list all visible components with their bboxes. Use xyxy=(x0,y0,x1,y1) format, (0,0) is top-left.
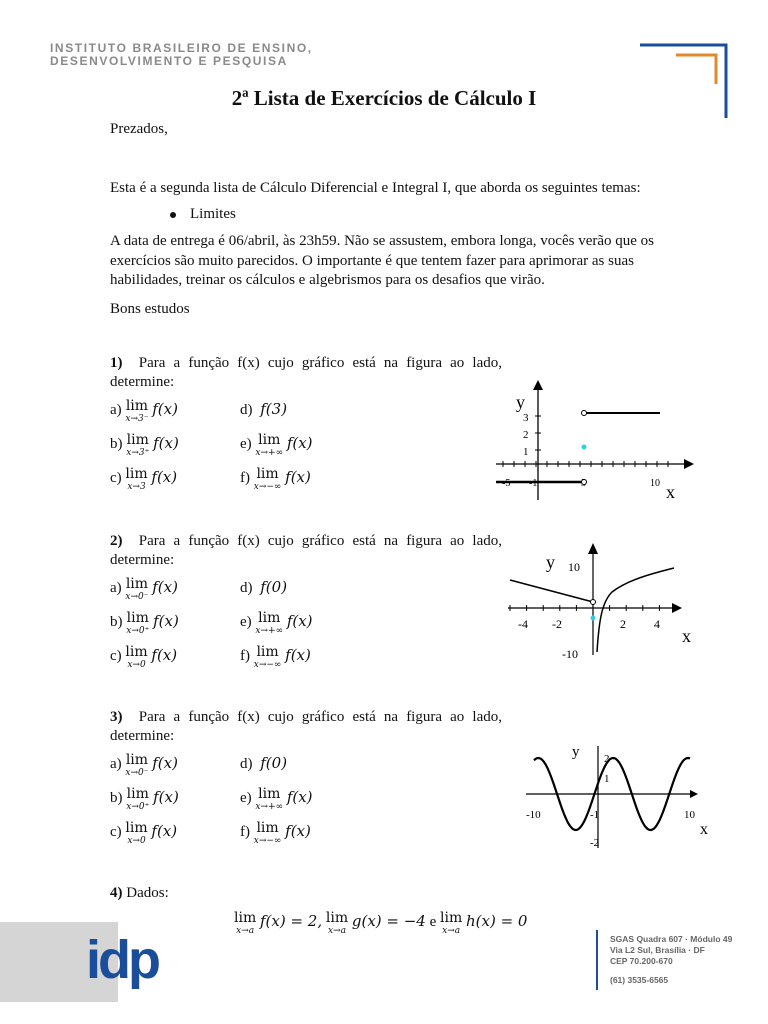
item-expression: f(x) xyxy=(153,788,179,806)
lim-word: lim xyxy=(126,432,149,448)
limit-operator xyxy=(126,434,149,460)
question-text: Para a função f(x) cujo gráfico está na figura ao lado, determine: xyxy=(110,355,502,390)
item-label: a) xyxy=(110,756,122,772)
x-tick-label: -4 xyxy=(518,617,528,631)
item-expression: f(x) xyxy=(152,754,178,772)
y-axis-label: y xyxy=(516,392,525,412)
footer-address xyxy=(610,934,732,986)
topic-label: Limites xyxy=(190,206,236,222)
y-tick-label: -2 xyxy=(590,837,600,849)
question-3-item xyxy=(110,788,179,814)
item-expression: f(x) xyxy=(151,468,178,486)
graph-question-1 xyxy=(488,378,698,504)
limit-g xyxy=(326,912,348,938)
limit-operator xyxy=(125,646,147,672)
y-tick-label: 1 xyxy=(523,446,529,458)
item-expression: f(x) xyxy=(153,434,179,452)
open-point xyxy=(591,600,596,605)
question-3-item xyxy=(240,754,287,773)
question-1-item xyxy=(110,400,178,426)
y-tick-label: 10 xyxy=(568,560,580,574)
limit-subscript: x→0⁻ xyxy=(125,768,149,778)
question-2-item xyxy=(240,612,313,638)
question-1-prompt xyxy=(110,354,502,392)
question-2-prompt xyxy=(110,532,502,570)
x-tick-label: 4 xyxy=(654,617,660,631)
y-tick-label: 2 xyxy=(604,753,610,765)
item-expression: f(x) xyxy=(285,822,311,840)
open-point xyxy=(582,411,587,416)
question-2-item xyxy=(240,646,311,672)
question-4-text: Dados: xyxy=(126,885,169,901)
limit-operator xyxy=(254,468,282,494)
limit-subscript: x→−∞ xyxy=(253,482,282,492)
lim-word: lim xyxy=(234,910,257,926)
question-4-number: 4) xyxy=(110,885,123,901)
item-label: c) xyxy=(110,648,122,664)
question-2-item xyxy=(110,612,179,638)
lim-word: lim xyxy=(125,644,148,660)
item-label: e) xyxy=(240,436,252,452)
item-label: b) xyxy=(110,436,123,452)
graph-question-2 xyxy=(500,540,710,662)
question-4-formula xyxy=(234,912,527,938)
question-1-item xyxy=(240,400,287,419)
limit-operator xyxy=(255,788,283,814)
limit-f xyxy=(234,912,256,938)
question-2-item xyxy=(110,578,178,604)
filled-point xyxy=(591,616,596,621)
x-tick-label: 10 xyxy=(684,809,695,821)
limit-subscript: x→0 xyxy=(127,660,146,670)
question-number: 2) xyxy=(110,533,123,549)
y-axis-arrow xyxy=(533,380,543,390)
y-tick-label: 1 xyxy=(604,773,610,785)
limit-subscript: x→−∞ xyxy=(253,836,282,846)
limit-operator xyxy=(125,578,148,604)
lim-word: lim xyxy=(125,466,148,482)
y-tick-label: -10 xyxy=(562,647,578,661)
lim-word: lim xyxy=(125,820,148,836)
connector-word: e xyxy=(429,914,437,930)
lim-word: lim xyxy=(256,466,279,482)
lim-word: lim xyxy=(125,576,149,592)
y-axis-label: y xyxy=(572,744,580,760)
curve-right-branch xyxy=(597,568,674,652)
open-point xyxy=(582,480,587,485)
question-text: Para a função f(x) cujo gráfico está na figura ao lado, determine: xyxy=(110,533,502,568)
question-3-prompt xyxy=(110,708,502,746)
question-number: 3) xyxy=(110,709,123,725)
y-tick-label: -1 xyxy=(529,478,538,489)
limit-operator xyxy=(255,434,283,460)
item-expression: f(x) xyxy=(152,578,178,596)
limit-operator xyxy=(125,754,148,780)
footer-divider xyxy=(596,930,598,990)
x-tick-label: 10 xyxy=(650,478,660,489)
lim-word: lim xyxy=(256,644,279,660)
greeting: Prezados, xyxy=(110,121,168,137)
institute-name xyxy=(50,42,313,68)
item-expression: f(x) xyxy=(285,468,311,486)
x-axis-arrow xyxy=(690,790,698,798)
limit-operator xyxy=(254,822,282,848)
lim-word: lim xyxy=(126,610,149,626)
question-3-item xyxy=(110,754,178,780)
item-label: c) xyxy=(110,470,122,486)
item-label: f) xyxy=(240,648,250,664)
intro-text: Esta é a segunda lista de Cálculo Diferencial e Integral I, que aborda os seguintes temas: xyxy=(110,180,641,196)
question-2-item xyxy=(110,646,177,672)
limit-subscript: x→0⁺ xyxy=(126,802,150,812)
question-3-item xyxy=(110,822,177,848)
limit-subscript: x→+∞ xyxy=(255,802,284,812)
lim-word: lim xyxy=(125,752,149,768)
x-tick-label: 2 xyxy=(620,617,626,631)
question-1-item xyxy=(110,434,179,460)
item-label: d) xyxy=(240,756,253,772)
lim-word: lim xyxy=(258,432,281,448)
question-1-item xyxy=(240,468,311,494)
question-1-item xyxy=(110,468,177,494)
limit-subscript: x→+∞ xyxy=(255,626,284,636)
item-expression: f(x) xyxy=(152,400,178,418)
y-axis-arrow xyxy=(588,543,598,554)
limit-g-expression: g(x) = −4 xyxy=(351,912,426,930)
limit-operator xyxy=(125,468,147,494)
question-3-item xyxy=(240,822,311,848)
topic-list-item xyxy=(170,206,236,223)
address-line: SGAS Quadra 607 · Módulo 49 xyxy=(610,934,733,944)
question-3-item xyxy=(240,788,313,814)
question-text: Para a função f(x) cujo gráfico está na figura ao lado, determine: xyxy=(110,709,502,744)
x-axis-arrow xyxy=(684,459,694,469)
y-tick-label: -1 xyxy=(590,809,600,821)
address-line xyxy=(610,967,732,975)
limit-subscript: x→3⁺ xyxy=(126,448,150,458)
limit-operator xyxy=(126,612,149,638)
x-tick-label: -10 xyxy=(526,809,541,821)
item-label: f) xyxy=(240,824,250,840)
limit-f-expression: f(x) = 2, xyxy=(259,912,323,930)
lim-word: lim xyxy=(440,910,463,926)
limit-h xyxy=(440,912,462,938)
item-label: c) xyxy=(110,824,122,840)
address-line: CEP 70.200-670 xyxy=(610,956,673,966)
item-expression: f(3) xyxy=(260,400,288,418)
lim-word: lim xyxy=(325,910,349,926)
limit-operator xyxy=(126,788,149,814)
limit-operator xyxy=(254,646,282,672)
limit-operator xyxy=(125,400,148,426)
limit-subscript: x→0 xyxy=(127,836,146,846)
y-axis-label: y xyxy=(546,552,555,572)
lim-word: lim xyxy=(256,820,279,836)
x-tick-label: -5 xyxy=(502,478,511,489)
lim-word: lim xyxy=(126,786,149,802)
page-title: 2ª Lista de Exercícios de Cálculo I xyxy=(231,86,537,110)
question-4-label xyxy=(110,884,169,903)
graph-question-3 xyxy=(520,736,720,850)
limit-subscript: x→−∞ xyxy=(253,660,282,670)
y-tick-label: 3 xyxy=(523,412,529,424)
x-tick-label: -2 xyxy=(552,617,562,631)
question-2-item xyxy=(240,578,287,597)
curve-left-branch xyxy=(510,580,593,602)
limit-subscript: x→a xyxy=(236,926,255,936)
filled-point xyxy=(582,445,587,450)
lim-word: lim xyxy=(258,610,281,626)
limit-subscript: x→a xyxy=(328,926,346,936)
question-1-item xyxy=(240,434,313,460)
item-expression: f(x) xyxy=(286,612,313,630)
institute-line-1: INSTITUTO BRASILEIRO DE ENSINO, xyxy=(50,41,313,55)
item-expression: f(x) xyxy=(285,646,311,664)
item-expression: f(x) xyxy=(151,822,178,840)
lim-word: lim xyxy=(258,786,281,802)
limit-subscript: x→+∞ xyxy=(255,448,284,458)
y-tick-label: 2 xyxy=(523,429,529,441)
item-label: d) xyxy=(240,580,253,596)
question-number: 1) xyxy=(110,355,123,371)
idp-logo: idp xyxy=(86,930,158,990)
item-label: b) xyxy=(110,614,123,630)
deadline-text: A data de entrega é 06/abril, às 23h59. Não se assustem, embora longa, vocês verão que os exercícios são muito parecidos. O importante é que tentem fazer para aprimorar as suas habilidades, treinar os cálculos e algebrismos para os desafios que virão. xyxy=(110,233,654,288)
item-label: a) xyxy=(110,402,122,418)
address-phone: (61) 3535-6565 xyxy=(610,975,669,985)
limit-subscript: x→0⁺ xyxy=(126,626,150,636)
item-expression: f(x) xyxy=(153,612,179,630)
item-label: f) xyxy=(240,470,250,486)
item-expression: f(0) xyxy=(260,754,288,772)
closing-text: Bons estudos xyxy=(110,301,190,317)
x-axis-label: x xyxy=(666,482,675,502)
item-expression: f(x) xyxy=(151,646,178,664)
x-axis-label: x xyxy=(682,626,691,646)
item-label: b) xyxy=(110,790,123,806)
limit-subscript: x→3⁻ xyxy=(125,414,149,424)
item-expression: f(x) xyxy=(286,434,313,452)
item-label: e) xyxy=(240,614,252,630)
limit-subscript: x→0⁻ xyxy=(125,592,149,602)
address-line: Via L2 Sul, Brasília · DF xyxy=(610,945,705,955)
item-label: e) xyxy=(240,790,252,806)
item-expression: f(0) xyxy=(260,578,288,596)
institute-line-2: DESENVOLVIMENTO E PESQUISA xyxy=(50,54,288,68)
item-label: a) xyxy=(110,580,122,596)
lim-word: lim xyxy=(125,398,149,414)
item-label: d) xyxy=(240,402,253,418)
x-axis-label: x xyxy=(700,821,708,838)
item-expression: f(x) xyxy=(286,788,313,806)
limit-operator xyxy=(255,612,283,638)
limit-subscript: x→3 xyxy=(127,482,146,492)
limit-subscript: x→a xyxy=(442,926,461,936)
x-axis-arrow xyxy=(672,603,682,613)
limit-h-expression: h(x) = 0 xyxy=(466,912,528,930)
limit-operator xyxy=(125,822,147,848)
